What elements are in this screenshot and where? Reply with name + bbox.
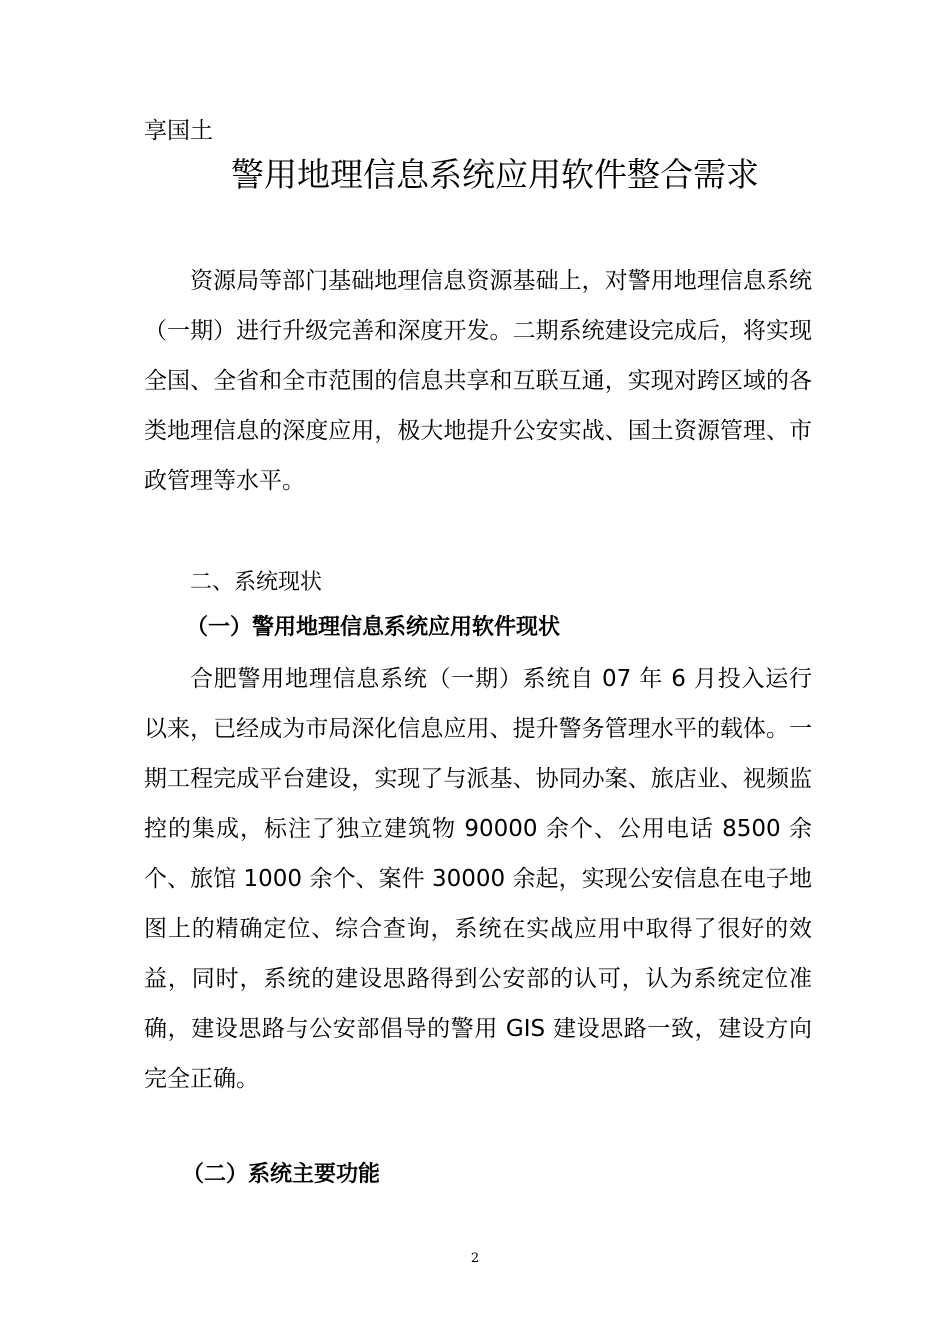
status-paragraph: 合肥警用地理信息系统（一期）系统自 07 年 6 月投入运行以来，已经成为市局深化信息应用、提升警务管理水平的载体。一期工程完成平台建设，实现了与派基、协同办案、旅店业、视频监控的集成，标注了独立建筑物 90000 余个、公用电话 8500 余个、旅馆 1000 余个、案件 30000 余起，实现公安信息在电子地图上的精确定位、综合查询，系统在实战应用中取得了很好的效益，同时，系统的建设思路得到公安部的认可，认为系统定位准确，建设思路与公安部倡导的警用 GIS 建设思路一致，建设方向完全正确。 bbox=[144, 666, 812, 1092]
subheading-software-status: （一）警用地理信息系统应用软件现状 bbox=[186, 615, 561, 640]
section-heading-system-status: 二、系统现状 bbox=[190, 570, 323, 595]
page-number: 2 bbox=[470, 1251, 480, 1266]
subheading-main-functions: （二）系统主要功能 bbox=[182, 1162, 381, 1187]
document-title: 警用地理信息系统应用软件整合需求 bbox=[231, 155, 759, 194]
continuation-text: 享国土 bbox=[144, 118, 213, 144]
intro-paragraph: 资源局等部门基础地理信息资源基础上，对警用地理信息系统（一期）进行升级完善和深度开发。二期系统建设完成后，将实现全国、全省和全市范围的信息共享和互联互通，实现对跨区域的各类地理信息的深度应用，极大地提升公安实战、国土资源管理、市政管理等水平。 bbox=[144, 268, 812, 494]
